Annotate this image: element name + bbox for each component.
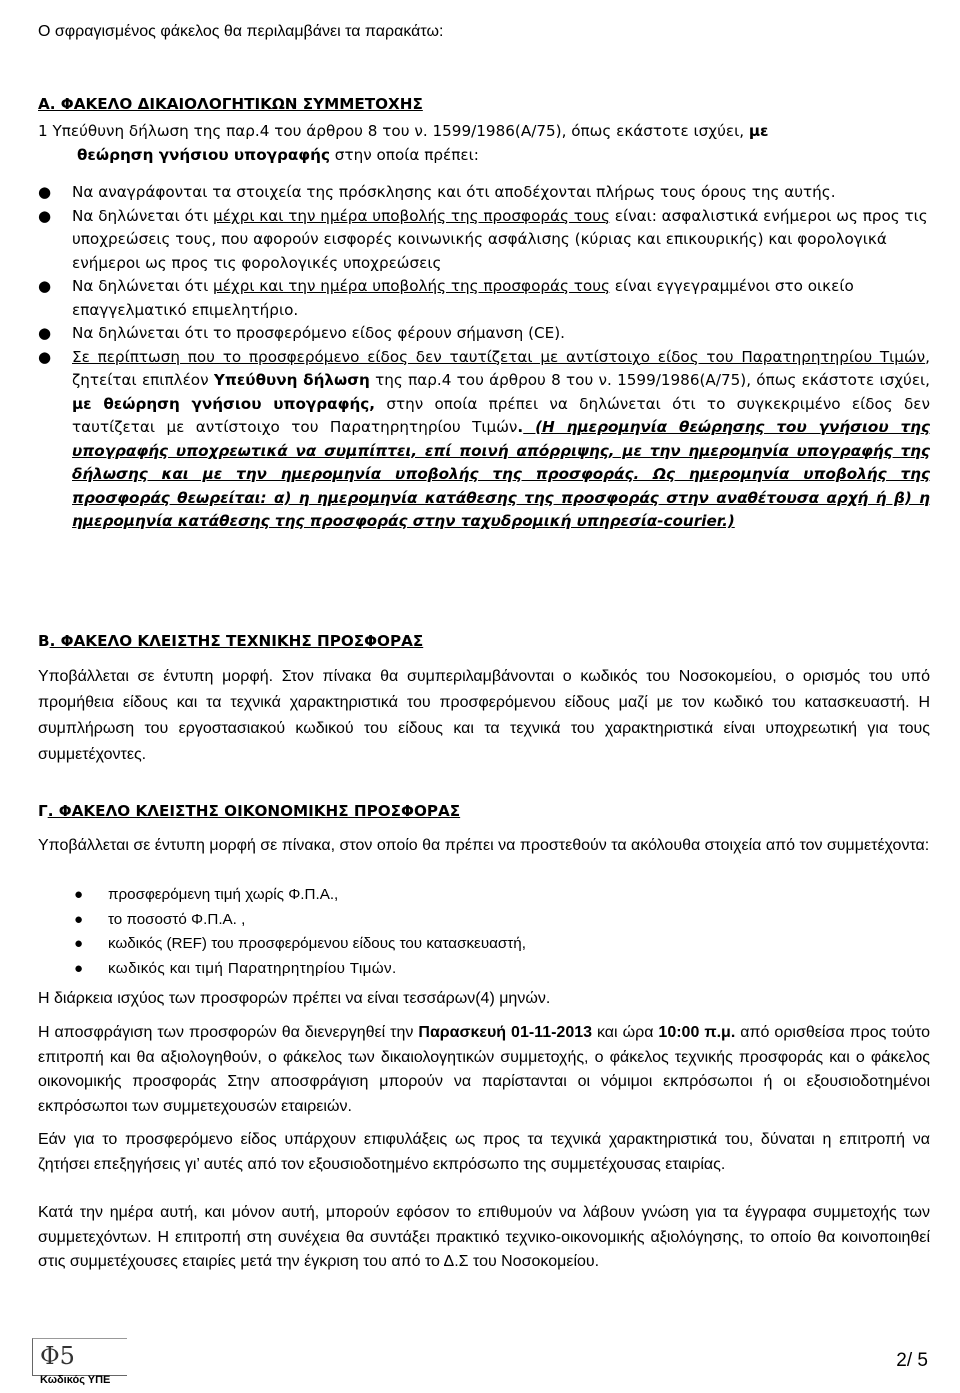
form-code-mark — [28, 1338, 132, 1390]
item-1-rest: στην οποία πρέπει: — [329, 145, 479, 164]
bullet-icon: ● — [38, 324, 52, 342]
bullet-icon: ● — [38, 183, 52, 201]
list-item: ● Να αναγράφονται τα στοιχεία της πρόσκλησης και ότι αποδέχονται πλήρως τους όρους της αυτής. — [38, 181, 930, 205]
date-notice: (Η ημερομηνία θεώρησης του γνήσιου της υπογραφής υποχρεωτικά να συμπίπτει, επί ποινή απόρριψης, με την ημερομηνία υπογραφής της δήλωσης και με την ημερομηνία υποβολής της προσφοράς. Ως ημερομηνία υποβολής της προσφοράς θεωρείται: α) η ημερομηνία κατάθεσης της προσφοράς στην αναθέτουσα αρχή ή β) η ημερομηνία κατάθεσης της προσφοράς στην ταχυδρομική υπηρεσία-courier.) — [72, 418, 930, 530]
validity-text: Η διάρκεια ισχύος των προσφορών πρέπει να είναι τεσσάρων(4) μηνών. — [38, 990, 551, 1007]
list-item: ● κωδικός (REF) του προσφερόμενου είδους του κατασκευαστή, — [38, 932, 930, 957]
bullet-icon: ● — [74, 935, 84, 952]
opening-paragraph: Η αποσφράγιση των προσφορών θα διενεργηθεί την Παρασκευή 01-11-2013 και ώρα 10:00 π.μ. από ορισθείσα προς τούτο επιτροπή και θα αξιολογηθούν, ο φάκελος των δικαιολογητικών συμμετοχής, ο φάκελος τεχνικής προσφοράς και ο φάκελος οικονομικής προσφοράς Στην αποσφράγιση μπορούν να παρίστανται οι νόμιμοι εκπρόσωποι ή οι εξουσιοδοτημένοι εκπρόσωποι των συμμετεχουσών εταιρειών. — [38, 1024, 931, 1115]
opening-time: 10:00 π.μ. — [658, 1024, 736, 1041]
opening-date: Παρασκευή 01-11-2013 — [418, 1024, 593, 1041]
section-a-title-text: Α. ΦΑΚΕΛΟ ΔΙΚΑΙΟΛΟΓΗΤΙΚΩΝ ΣΥΜΜΕΤΟΧΗΣ — [38, 95, 423, 113]
clarifications-paragraph: Εάν για το προσφερόμενο είδος υπάρχουν επιφυλάξεις ως προς τα τεχνικά χαρακτηριστικά του, δύναται η επιτροπή να ζητήσει επεξηγήσεις γι’ αυτές από τον εξουσιοδοτημένο εκπρόσωπο της συμμετέχουσας εταιρίας. — [38, 1131, 930, 1173]
bullet-icon: ● — [74, 886, 84, 903]
bullet-icon: ● — [38, 277, 52, 295]
list-item: ● προσφερόμενη τιμή χωρίς Φ.Π.Α., — [38, 883, 930, 908]
list-item: ● Να δηλώνεται ότι το προσφερόμενο είδος φέρουν σήμανση (CE). — [38, 322, 930, 346]
section-b-body: Υποβάλλεται σε έντυπη μορφή. Στον πίνακα θα συμπεριλαμβάνονται ο κωδικός του Νοσοκομείου, ο ορισμός του υπό προμήθεια είδους και τα τεχνικά χαρακτηριστικά του προσφερόμενου είδους μαζί με τον κωδικό του κατασκευαστή. Η συμπλήρωση του εργοστασιακού κωδικού του είδους και τα τεχνικά του χαρακτηριστικά είναι υποχρεωτική για τους συμμετέχοντες. — [38, 668, 930, 763]
section-c-body: Υποβάλλεται σε έντυπη μορφή σε πίνακα, στον οποίο θα πρέπει να προστεθούν τα ακόλουθα στοιχεία από τον συμμετέχοντα: — [38, 837, 930, 854]
intro-text: Ο σφραγισμένος φάκελος θα περιλαμβάνει τα παρακάτω: — [38, 23, 444, 40]
evaluation-paragraph: Κατά την ημέρα αυτή, και μόνον αυτή, μπορούν εφόσον το επιθυμούν να λάβουν γνώση για τα έγγραφα συμμετοχής των συμμετεχόντων. Η επιτροπή στη συνέχεια θα συντάξει πρακτικό τεχνικο-οικονομικής αξιολόγησης, το οποίο θα κοινοποιηθεί στις συμμετέχουσες εταιρίες μετά την έγκριση του από το Δ.Σ του Νοσοκομείου. — [38, 1204, 930, 1270]
bullet-icon: ● — [74, 959, 84, 977]
section-b-title: Β. ΦΑΚΕΛΟ ΚΛΕΙΣΤΗΣ ΤΕΧΝΙΚΗΣ ΠΡΟΣΦΟΡΑΣ — [38, 632, 424, 650]
section-c-title: Γ. ΦΑΚΕΛΟ ΚΛΕΙΣΤΗΣ ΟΙΚΟΝΟΜΙΚΗΣ ΠΡΟΣΦΟΡΑΣ — [38, 802, 461, 820]
item-1-bold: με — [748, 122, 769, 140]
list-item: ● Να δηλώνεται ότι μέχρι και την ημέρα υποβολής της προσφοράς τους είναι εγγεγραμμένοι στο οικείο επαγγελματικό επιμελητήριο. — [38, 277, 854, 319]
item-1-text: 1 Υπεύθυνη δήλωση της παρ.4 του άρθρου 8 του ν. 1599/1986(Α/75), όπως εκάστοτε ισχύει, — [38, 122, 745, 140]
bullet-icon: ● — [74, 910, 84, 928]
code-label: Κωδικός ΥΠΕ — [40, 1374, 111, 1386]
bullet-icon: ● — [38, 206, 52, 225]
list-item: ● Σε περίπτωση που το προσφερόμενο είδος δεν ταυτίζεται με αντίστοιχο είδος του Παρατηρητηρίου Τιμών, ζητείται επιπλέον Υπεύθυνη δήλωση της παρ.4 του άρθρου 8 του ν. 1599/1986(Α/75), όπως εκάστοτε ισχύει, με θεώρηση γνήσιου υπογραφής, στην οποία πρέπει να δηλώνεται ότι το συγκεκριμένο είδος δεν ταυτίζεται με αντίστοιχο του Παρατηρητηρίου Τιμών. (Η ημερομηνία θεώρησης του γνήσιου της υπογραφής υποχρεωτικά να συμπίπτει, επί ποινή απόρριψης, με την ημερομηνία υπογραφής της δήλωσης και με την ημερομηνία υποβολής της προσφοράς. Ως ημερομηνία υποβολής της προσφοράς θεωρείται: α) η ημερομηνία κατάθεσης της προσφοράς στην αναθέτουσα αρχή ή β) η ημερομηνία κατάθεσης της προσφοράς στην ταχυδρομική υπηρεσία-courier.) — [38, 347, 930, 530]
section-a-item-1 — [38, 120, 930, 167]
list-item: ● κωδικός και τιμή Παρατηρητηρίου Τιμών. — [38, 957, 930, 982]
section-a-title — [38, 93, 930, 117]
list-item: ● Να δηλώνεται ότι μέχρι και την ημέρα υποβολής της προσφοράς τους είναι: ασφαλιστικά ενήμεροι ως προς τις υποχρεώσεις τους, που αφορούν εισφορές κοινωνικής ασφάλισης (κύριας και επικουρικής) και φορολογικά ενήμεροι ως προς τις φορολογικές υποχρεώσεις — [38, 206, 928, 272]
form-code: Φ5 — [40, 1342, 75, 1370]
bullet-icon: ● — [38, 347, 52, 366]
section-a-bullets — [38, 181, 930, 534]
item-1-signature: θεώρηση γνήσιου υπογραφής — [77, 145, 330, 164]
list-item: ● το ποσοστό Φ.Π.Α. , — [38, 908, 930, 933]
page-number: 2/ 5 — [896, 1350, 928, 1371]
section-c-items — [38, 883, 930, 981]
